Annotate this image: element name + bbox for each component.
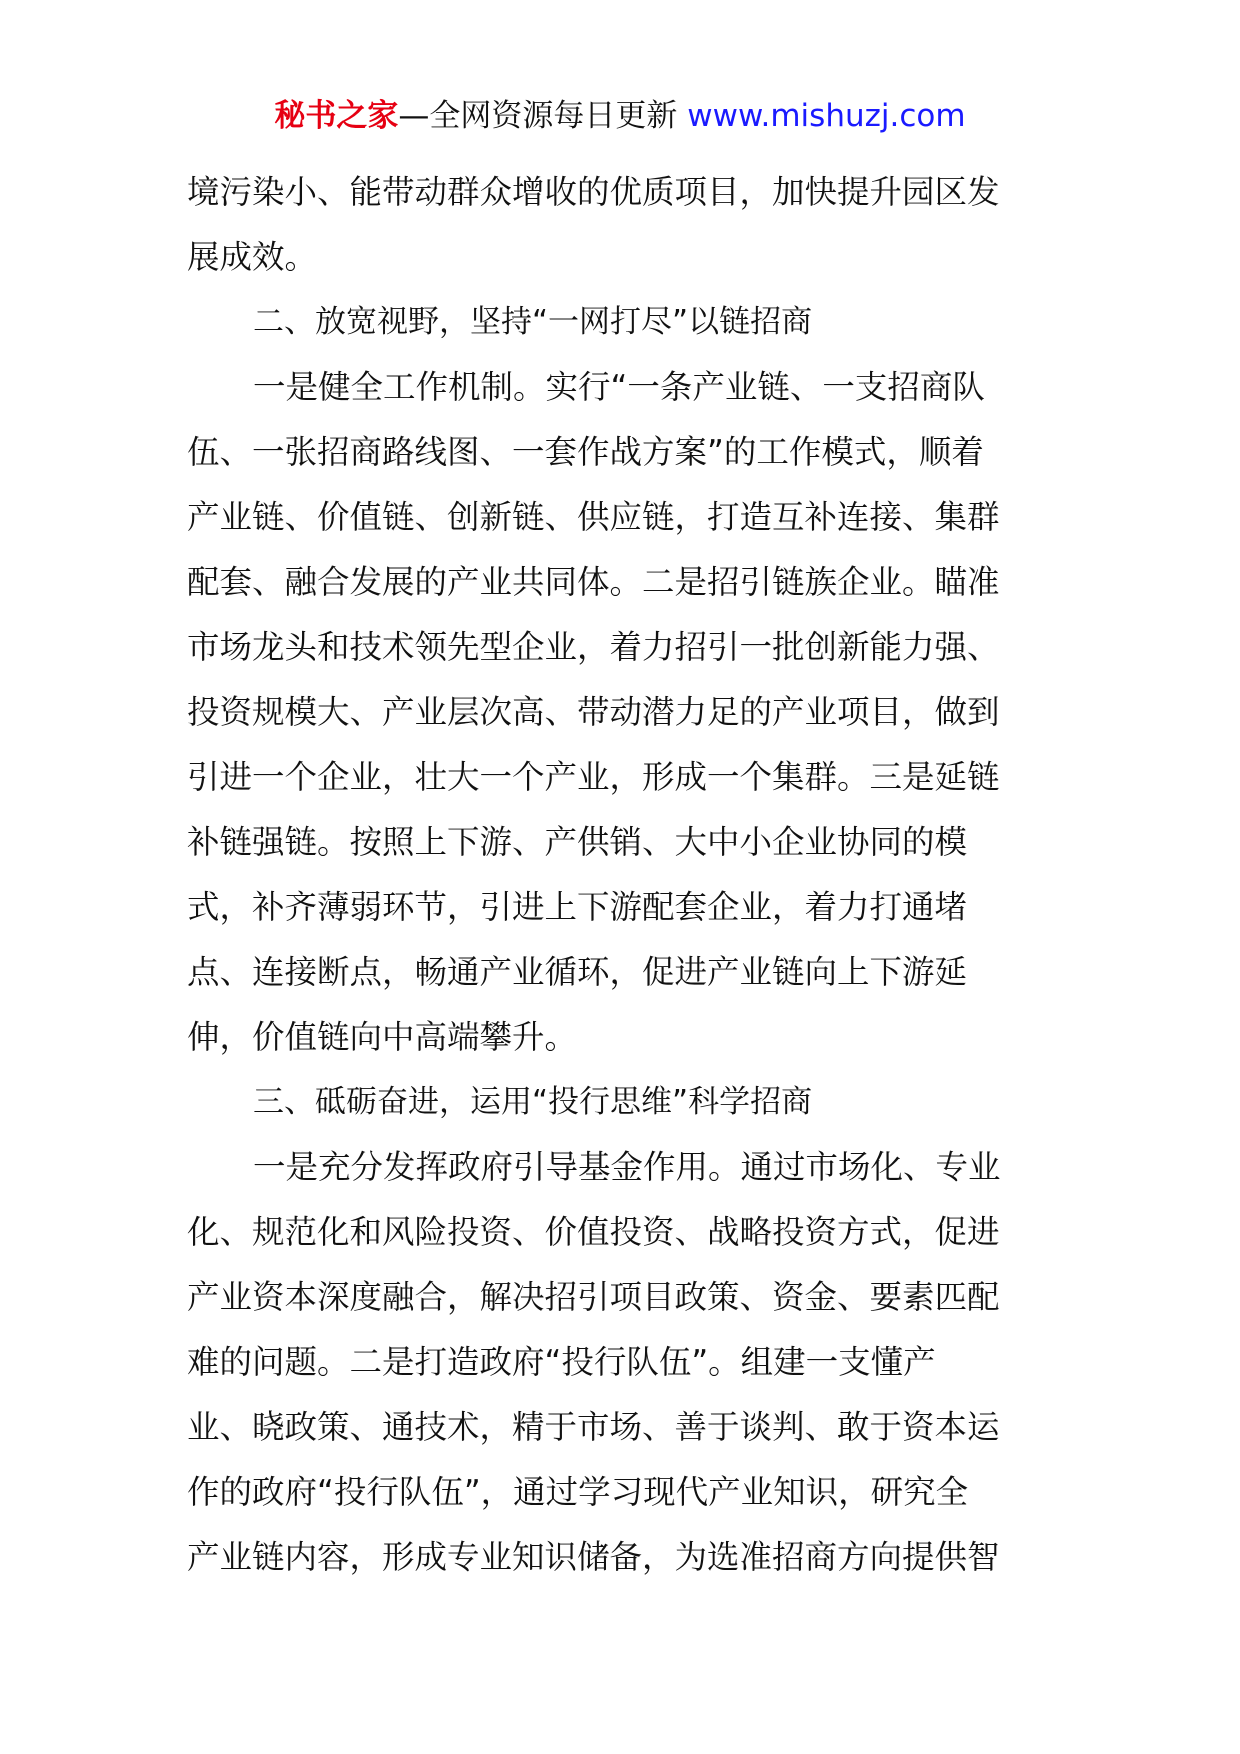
text-line: 化、规范化和风险投资、价值投资、战略投资方式，促进 — [187, 1213, 1000, 1251]
text-line: 点、连接断点，畅通产业循环，促进产业链向上下游延 — [187, 953, 968, 991]
text-line: 式，补齐薄弱环节，引进上下游配套企业，着力打通堵 — [187, 888, 968, 926]
text-line: 境污染小、能带动群众增收的优质项目，加快提升园区发 — [187, 173, 1000, 211]
text-line: 产业链、价值链、创新链、供应链，打造互补连接、集群 — [187, 498, 1000, 536]
section-heading — [187, 1070, 1067, 1135]
text-line: 市场龙头和技术领先型企业，着力招引一批创新能力强、 — [187, 628, 1000, 666]
text-line: 伸，价值链向中高端攀升。 — [187, 1018, 578, 1056]
text-line: 一是充分发挥政府引导基金作用。通过市场化、专业 — [253, 1148, 1001, 1186]
text-line: 投资规模大、产业层次高、带动潜力足的产业项目，做到 — [187, 693, 1000, 731]
text-line: 业、晓政策、通技术，精于市场、善于谈判、敢于资本运 — [187, 1408, 1000, 1446]
text-line: 引进一个企业，壮大一个产业，形成一个集群。三是延链 — [187, 758, 1000, 796]
document-body — [187, 160, 1067, 1590]
text-line: 配套、融合发展的产业共同体。二是招引链族企业。瞄准 — [187, 563, 1000, 601]
text-line: 伍、一张招商路线图、一套作战方案”的工作模式，顺着 — [187, 433, 984, 471]
site-brand: 秘书之家 — [274, 98, 399, 134]
text-line: 产业链内容，形成专业知识储备，为选准招商方向提供智 — [187, 1538, 1000, 1576]
text-line: 作的政府“投行队伍”，通过学习现代产业知识，研究全 — [187, 1473, 969, 1511]
site-tagline: —全网资源每日更新 — [398, 98, 688, 134]
text-line: 产业资本深度融合，解决招引项目政策、资金、要素匹配 — [187, 1278, 1000, 1316]
section-heading — [187, 290, 1067, 355]
text-line: 一是健全工作机制。实行“一条产业链、一支招商队 — [253, 368, 985, 406]
paragraph — [187, 160, 1067, 290]
paragraph — [187, 1135, 1067, 1590]
text-line: 展成效。 — [187, 238, 318, 276]
text-line: 补链强链。按照上下游、产供销、大中小企业协同的模 — [187, 823, 968, 861]
site-url-link[interactable]: www.mishuzj.com — [687, 98, 966, 134]
text-line: 难的问题。二是打造政府“投行队伍”。组建一支懂产 — [187, 1343, 936, 1381]
page-header — [0, 96, 1240, 136]
paragraph — [187, 355, 1067, 1070]
heading-line: 三、砥砺奋进，运用“投行思维”科学招商 — [253, 1084, 813, 1120]
heading-line: 二、放宽视野，坚持“一网打尽”以链招商 — [253, 304, 813, 340]
